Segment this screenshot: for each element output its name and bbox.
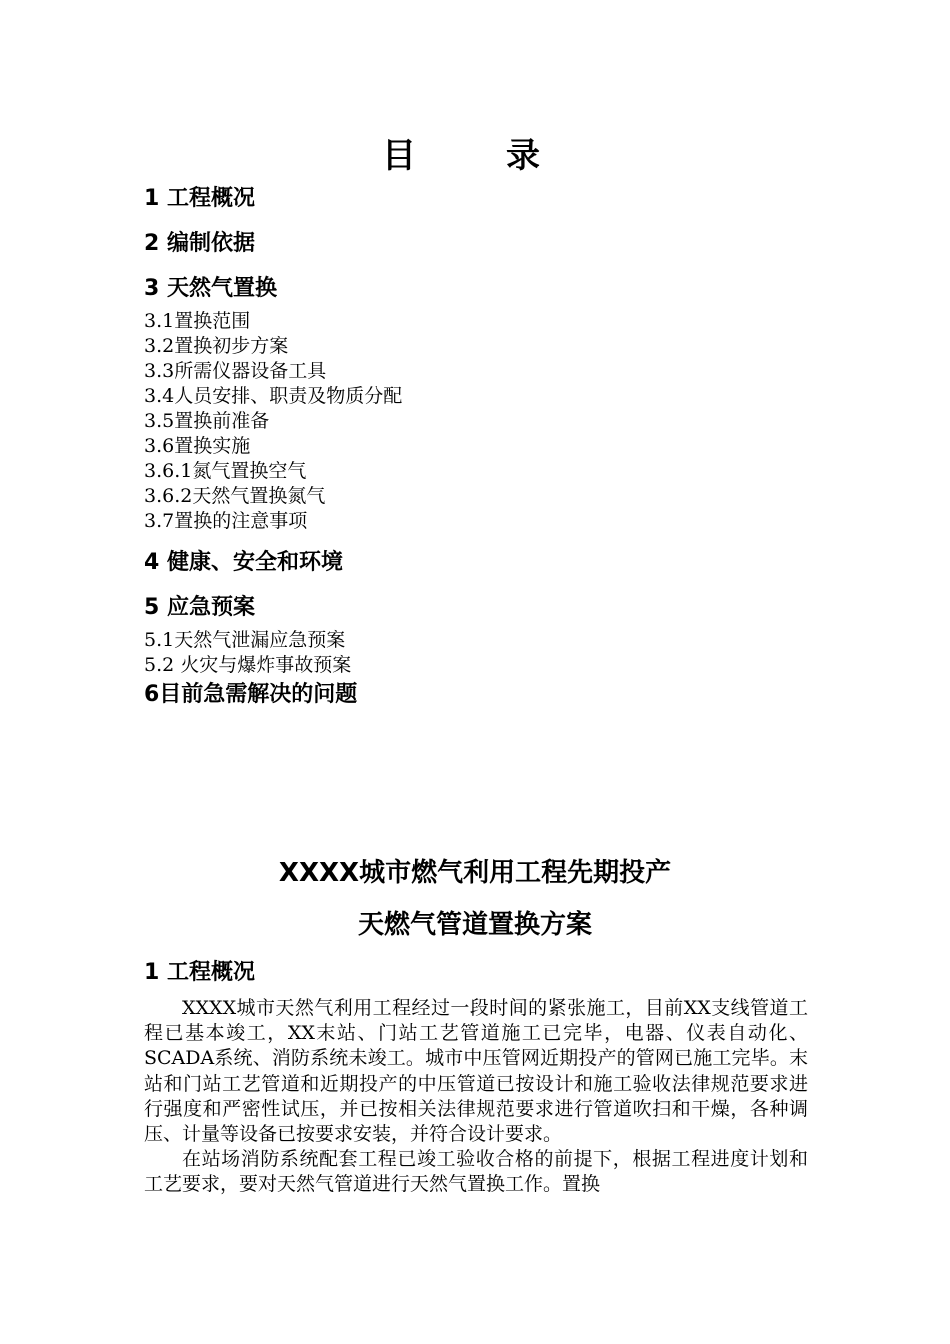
toc-entry[interactable]: 5 应急预案 xyxy=(144,595,255,620)
table-of-contents xyxy=(144,182,844,715)
toc-subentry[interactable]: 5.1天然气泄漏应急预案 xyxy=(144,629,346,651)
toc-subentry[interactable]: 3.3所需仪器设备工具 xyxy=(144,360,327,382)
toc-entry[interactable]: 2 编制依据 xyxy=(144,231,255,256)
toc-entry[interactable]: 4 健康、安全和环境 xyxy=(144,550,343,575)
toc-subentry[interactable]: 3.1置换范围 xyxy=(144,310,251,332)
toc-subentry[interactable]: 3.6.1氮气置换空气 xyxy=(144,460,307,482)
toc-entry[interactable]: 6目前急需解决的问题 xyxy=(144,682,358,707)
toc-subentry[interactable]: 3.7置换的注意事项 xyxy=(144,510,308,532)
body-paragraph: XXXX城市天然气利用工程经过一段时间的紧张施工，目前XX支线管道工程已基本竣工，XX末站、门站工艺管道施工已完毕，电器、仪表自动化、SCADA系统、消防系统未竣工。城市中压管网近期投产的管网已施工完毕。末站和门站工艺管道和近期投产的中压管道已按设计和施工验收法律规范要求进行强度和严密性试压，并已按相关法律规范要求进行管道吹扫和干燥，各种调压、计量等设备已按要求安装，并符合设计要求。 xyxy=(144,997,808,1146)
toc-entry[interactable]: 1 工程概况 xyxy=(144,186,255,211)
toc-subentry[interactable]: 3.6置换实施 xyxy=(144,435,251,457)
document-title-line2: 天燃气管道置换方案 xyxy=(357,910,592,940)
document-title-line1: XXXX城市燃气利用工程先期投产 xyxy=(278,858,672,888)
toc-subentry[interactable]: 3.5置换前准备 xyxy=(144,410,270,432)
toc-subentry[interactable]: 3.2置换初步方案 xyxy=(144,335,289,357)
toc-title: 目 录 xyxy=(382,136,568,176)
toc-subentry[interactable]: 5.2 火灾与爆炸事故预案 xyxy=(144,654,352,676)
toc-subentry[interactable]: 3.6.2天然气置换氮气 xyxy=(144,485,326,507)
section-heading: 1 工程概况 xyxy=(144,960,255,985)
toc-entry[interactable]: 3 天然气置换 xyxy=(144,276,277,301)
section-body xyxy=(144,996,808,1198)
toc-subentry[interactable]: 3.4人员安排、职责及物质分配 xyxy=(144,385,403,407)
body-paragraph: 在站场消防系统配套工程已竣工验收合格的前提下，根据工程进度计划和工艺要求，要对天然气管道进行天然气置换工作。置换 xyxy=(144,1148,808,1196)
